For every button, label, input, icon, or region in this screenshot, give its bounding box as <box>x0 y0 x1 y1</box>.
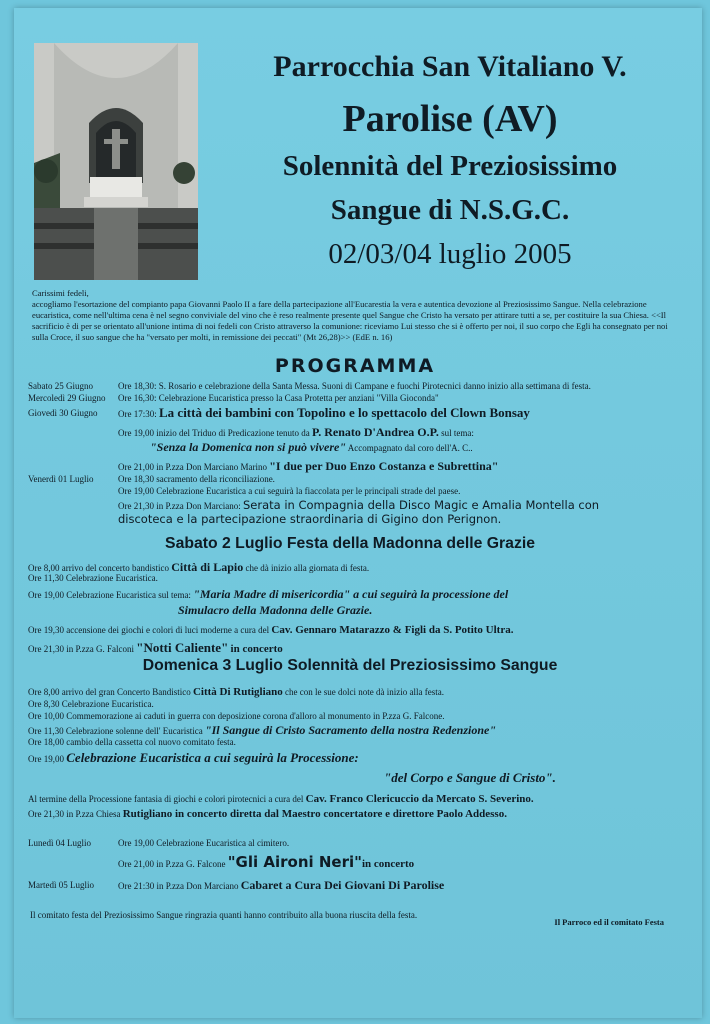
feast-title-line2: Sangue di N.S.G.C. <box>330 194 570 226</box>
event-text-post: in concerto <box>230 643 283 655</box>
intro-greeting: Carissimi fedeli, <box>32 288 89 298</box>
location-label: Ore 21,00 in P.zza Don Marciano Marino <box>118 462 267 472</box>
town-title: Parolise (AV) <box>342 98 558 140</box>
church-interior-photo <box>34 43 198 280</box>
event-title: La città dei bambini con Topolino e lo spettacolo del Clown Bonsay <box>159 405 530 420</box>
event-sabato-2: Ore 11,30 Celebrazione Eucaristica. <box>28 573 158 583</box>
event-title: "Maria Madre di misericordia" a cui seguirà la processione del <box>193 587 509 601</box>
event-domenica-2: Ore 8,30 Celebrazione Eucaristica. <box>28 699 154 709</box>
feast-dates: 02/03/04 luglio 2005 <box>328 238 572 270</box>
heading-sabato-2-luglio: Sabato 2 Luglio Festa della Madonna delle Grazie <box>165 535 535 552</box>
event-title: "Il Sangue di Cristo Sacramento della nostra Redenzione" <box>204 723 497 737</box>
event-martedi-1 <box>118 878 444 893</box>
event-text: Ore 21,00 in P.zza G. Falcone <box>118 859 226 869</box>
event-text: Ore 19,30 accensione dei giochi e colori di luci moderne a cura del <box>28 625 270 635</box>
date-mercoledi-29: Mercoledì 29 Giugno <box>28 393 106 403</box>
procession-title: "del Corpo e Sangue di Cristo". <box>384 770 556 785</box>
event-venerdi-1: Ore 18,30 sacramento della riconciliazione. <box>118 474 275 484</box>
event-giovedi-21 <box>118 459 498 474</box>
event-text: Al termine della Processione fantasia di giochi e colori pirotecnici a cura del <box>28 794 304 804</box>
date-sabato-25: Sabato 25 Giugno <box>28 381 93 391</box>
event-lunedi-1: Ore 19,00 Celebrazione Eucaristica al cimitero. <box>118 838 290 848</box>
event-giovedi-30 <box>118 405 530 421</box>
event-title: Celebrazione Eucaristica a cui seguirà la Processione: <box>66 750 359 765</box>
event-lunedi-2 <box>118 853 414 871</box>
thanks-note: Il comitato festa del Preziosissimo Sangue ringrazia quanti hanno contribuito alla buona riuscita della festa. <box>30 910 418 920</box>
pyrotechnic-company: Cav. Gennaro Matarazzo & Figli da S. Potito Ultra. <box>271 624 514 636</box>
triduo-intro: Ore 19,00 inizio del Triduo di Predicazione tenuto da <box>118 428 310 438</box>
event-text: Ore 21,30 in P.zza Chiesa <box>28 809 121 819</box>
event-sabato-3 <box>28 587 508 602</box>
band-name: Città Di Rutigliano <box>192 686 283 698</box>
event-venerdi-3-cont <box>118 512 501 526</box>
concert-name: "Gli Aironi Neri" <box>227 853 362 871</box>
event-text: Ore 8,00 arrivo del gran Concerto Bandistico <box>28 687 191 697</box>
event-text: Ore 21,30 in P.zza G. Falconi <box>28 644 134 654</box>
event-sabato-5 <box>28 640 283 656</box>
event-sabato-4 <box>28 624 513 636</box>
event-text: Ore 8,00 arrivo del concerto bandistico <box>28 563 169 573</box>
pyrotechnic-company: Cav. Franco Clericuccio da Mercato S. Severino. <box>305 793 534 805</box>
event-domenica-3: Ore 10,00 Commemorazione ai caduti in guerra con deposizione corona d'alloro al monumento in P.zza G. Falcone. <box>28 711 445 721</box>
event-domenica-8 <box>28 793 534 805</box>
event-title: "I due per Duo Enzo Costanza e Subrettina" <box>269 459 499 473</box>
event-sabato-3-cont <box>178 603 372 618</box>
event-venerdi-3 <box>118 498 599 512</box>
heading-domenica-3-luglio: Domenica 3 Luglio Solennità del Preziosissimo Sangue <box>142 657 558 674</box>
feast-title-line1: Solennità del Preziosissimo <box>282 150 618 182</box>
triduo-tema: sul tema: <box>441 428 474 438</box>
band-name: Città di Lapio <box>171 560 244 574</box>
date-martedi-05: Martedì 05 Luglio <box>28 880 94 890</box>
triduo-choir: Accompagnato dal coro dell'A. C.. <box>347 443 473 453</box>
event-sabato-25: Ore 18,30: S. Rosario e celebrazione della Santa Messa. Suoni di Campane e fuochi Pirotecnici danno inizio alla settimana di festa. <box>118 381 591 391</box>
date-lunedi-04: Lunedì 04 Luglio <box>28 838 91 848</box>
event-triduo <box>118 425 474 440</box>
programma-heading: PROGRAMMA <box>274 355 436 377</box>
event-title: Cabaret a Cura Dei Giovani Di Parolise <box>240 878 445 892</box>
event-title: Serata in Compagnia della Disco Magic e Amalia Montella con <box>242 498 600 512</box>
event-domenica-5: Ore 18,00 cambio della cassetta col nuovo comitato festa. <box>28 737 236 747</box>
event-domenica-9 <box>28 808 507 820</box>
event-domenica-6 <box>28 750 359 766</box>
event-text: Ore 19,00 <box>28 754 64 764</box>
concert-title: Rutigliano in concerto diretta dal Maestro concertatore e direttore Paolo Addesso. <box>122 808 507 820</box>
preacher-name: P. Renato D'Andrea O.P. <box>311 425 439 439</box>
event-domenica-1 <box>28 686 444 698</box>
event-triduo-theme <box>150 440 473 455</box>
signature: Il Parroco ed il comitato Festa <box>554 917 664 927</box>
intro-text <box>32 288 684 343</box>
location-label: Ore 21,30 in P.zza Don Marciano: <box>118 501 241 511</box>
event-domenica-7 <box>384 770 556 786</box>
event-text-post: in concerto <box>361 858 415 870</box>
event-title-cont: discoteca e la partecipazione straordinaria di Gigino don Perignon. <box>118 512 502 526</box>
date-giovedi-30: Giovedì 30 Giugno <box>28 408 98 418</box>
date-venerdi-01: Venerdì 01 Luglio <box>28 474 94 484</box>
concert-name: "Notti Caliente" <box>136 640 229 655</box>
parish-title: Parrocchia San Vitaliano V. <box>273 50 627 83</box>
event-venerdi-2: Ore 19,00 Celebrazione Eucaristica a cui seguirà la fiaccolata per le principali strade del paese. <box>118 486 461 496</box>
event-text: Ore 21:30 in P.zza Don Marciano <box>118 881 239 891</box>
event-title-cont: Simulacro della Madonna delle Grazie. <box>178 603 373 617</box>
event-text-post: che con le sue dolci note dà inizio alla festa. <box>285 687 444 697</box>
event-text-post: che dà inizio alla giornata di festa. <box>245 563 370 573</box>
intro-body: accogliamo l'esortazione del compianto papa Giovanni Paolo II a fare della partecipazione all'Eucarestia la vera e autentica devozione al Preziosissimo Sangue. Nella celebrazione eucaristica, come nell'ultima cena è nel segno conviviale del vino che è reso realmente presente quel Sangue che Cristo ha versato per attirare tutti a se, per costituire la sua Chiesa. <<Il sacrificio è di per se orientato all'unione intima di noi fedeli con Cristo attraverso la comunione: riceviamo Lui stesso che si è offerto per noi, il suo corpo che Egli ha consegnato per noi sulla Croce, il suo sangue che ha "versato per molti, in remissione dei peccati" (Mt 26,28)>> (EdE n. 16) <box>32 299 668 342</box>
event-text: Ore 19,00 Celebrazione Eucaristica sul tema: <box>28 590 191 600</box>
time-label: Ore 17:30: <box>118 409 157 419</box>
event-domenica-4 <box>28 723 496 738</box>
event-mercoledi-29: Ore 16,30: Celebrazione Eucaristica presso la Casa Protetta per anziani "Villa Gioconda" <box>118 393 439 403</box>
triduo-theme-title: "Senza la Domenica non si può vivere" <box>150 440 346 454</box>
event-text: Ore 11,30 Celebrazione solenne dell' Eucaristica <box>28 726 203 736</box>
